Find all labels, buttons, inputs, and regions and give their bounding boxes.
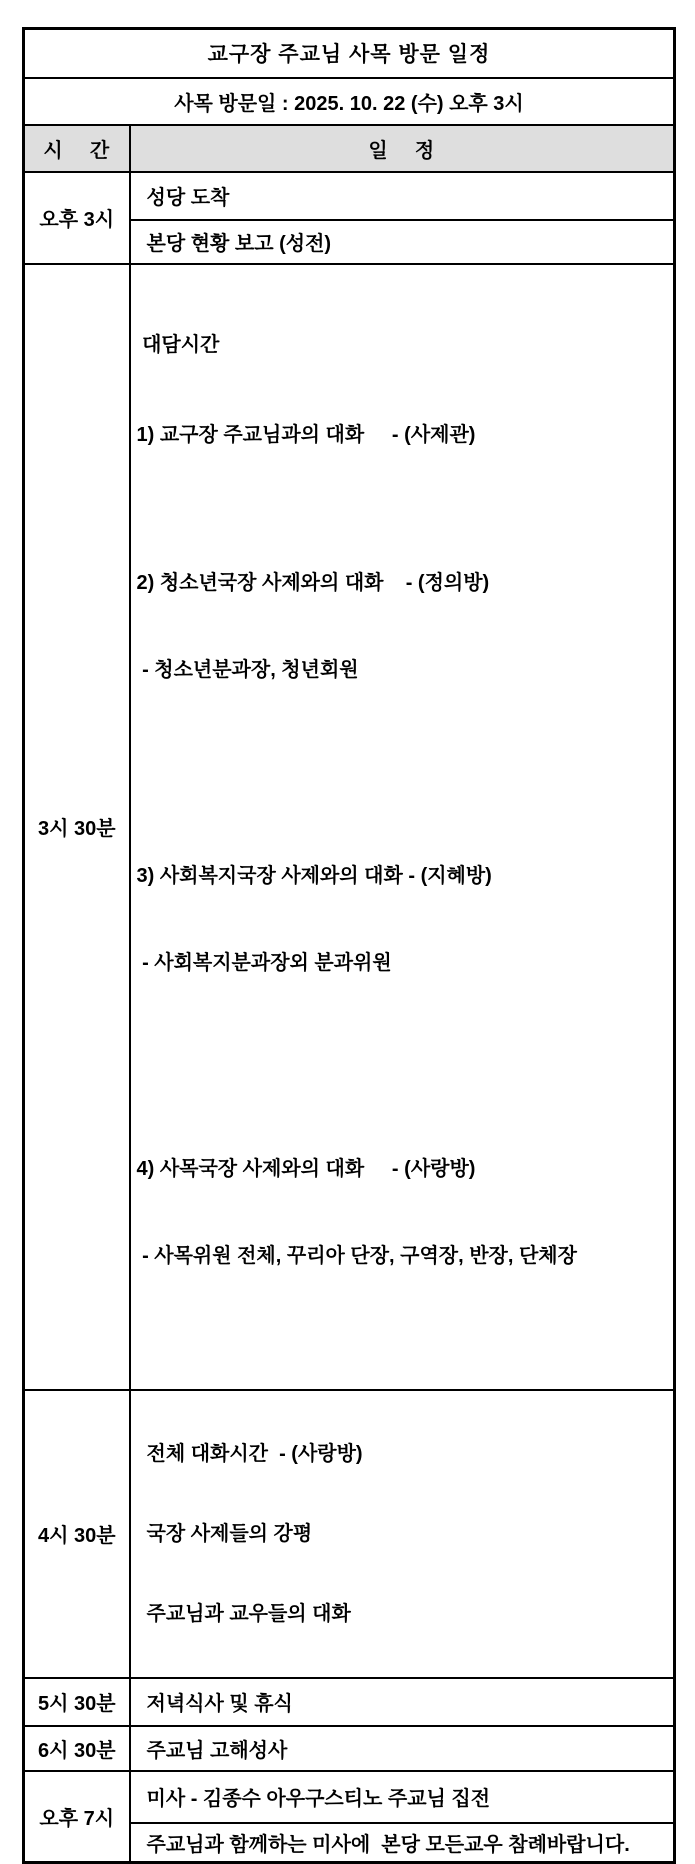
visit-date-row (24, 78, 675, 125)
time-cell-pm7: 오후 7시 (24, 1771, 130, 1863)
discussion-item-4-sub: - 사목위원 전체, 꾸리아 단장, 구역장, 반장, 단체장 (136, 1244, 577, 1267)
time-cell-530: 5시 30분 (24, 1678, 130, 1726)
general-talk-line-3: 주교님과 교우들의 대화 (146, 1602, 351, 1625)
row-pm7-mass (24, 1771, 675, 1823)
discussion-item-1: 1) 교구장 주교님과의 대화 - (사제관) (136, 423, 476, 446)
column-header-schedule: 일 정 (130, 125, 675, 172)
discussion-item-4-main: 4) 사목국장 사제와의 대화 - (사랑방) (136, 1157, 476, 1180)
discussion-item-3 (137, 804, 670, 1036)
row-630-confession (24, 1726, 675, 1771)
general-talk-line-2: 국장 사제들의 강평 (146, 1522, 313, 1545)
discussion-item-3-main: 3) 사회복지국장 사제와의 대화 - (지혜방) (136, 864, 492, 887)
schedule-table (22, 27, 676, 1864)
schedule-cell-general-talk (130, 1390, 675, 1678)
discussion-item-3-sub: - 사회복지분과장외 분과위원 (136, 951, 392, 974)
title-row (24, 29, 675, 78)
visit-date-text: 사목 방문일 : 2025. 10. 22 (수) 오후 3시 (24, 78, 675, 125)
column-header-row (24, 125, 675, 172)
schedule-cell-dinner: 저녁식사 및 휴식 (130, 1678, 675, 1726)
discussion-item-2-main: 2) 청소년국장 사제와의 대화 - (정의방) (136, 571, 490, 594)
document-title: 교구장 주교님 사목 방문 일정 (24, 29, 675, 78)
column-header-time: 시 간 (24, 125, 130, 172)
schedule-cell-confession: 주교님 고해성사 (130, 1726, 675, 1771)
time-cell-630: 6시 30분 (24, 1726, 130, 1771)
discussion-item-4 (137, 1097, 670, 1329)
time-cell-330: 3시 30분 (24, 264, 130, 1390)
row-530-dinner (24, 1678, 675, 1726)
schedule-cell-mass-notice: 주교님과 함께하는 미사에 본당 모든교우 참례바랍니다. (130, 1823, 675, 1863)
discussion-heading: 대담시간 (136, 333, 220, 356)
time-cell-pm3: 오후 3시 (24, 172, 130, 264)
schedule-cell-arrival: 성당 도착 (130, 172, 675, 220)
general-talk-line-1: 전체 대화시간 - (사랑방) (146, 1442, 363, 1465)
schedule-cell-status-report: 본당 현황 보고 (성전) (130, 220, 675, 264)
row-pm3-arrival (24, 172, 675, 220)
row-430-general-talk (24, 1390, 675, 1678)
schedule-cell-mass: 미사 - 김종수 아우구스티노 주교님 집전 (130, 1771, 675, 1823)
row-330-discussion (24, 264, 675, 1390)
schedule-cell-discussion (130, 264, 675, 1390)
discussion-item-2 (137, 511, 670, 743)
discussion-item-2-sub: - 청소년분과장, 청년회원 (136, 658, 359, 681)
time-cell-430: 4시 30분 (24, 1390, 130, 1678)
